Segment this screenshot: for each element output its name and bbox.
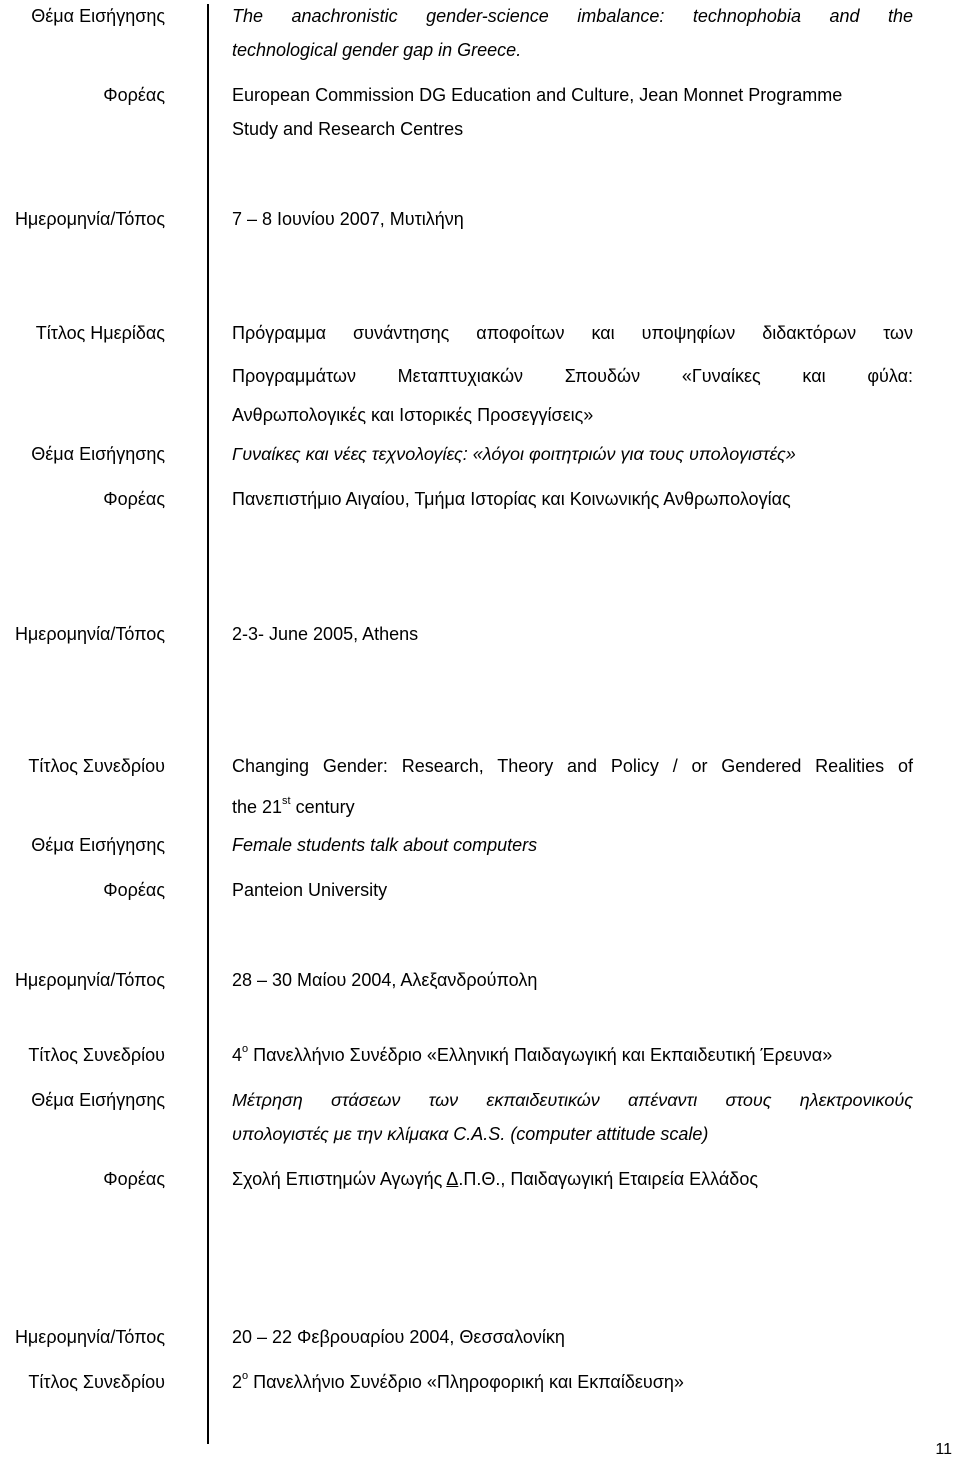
topic-text: υπολογιστές με την κλίμακα C.A.S. (computer attitude scale) xyxy=(232,1124,709,1144)
title-text-part: 4 xyxy=(232,1045,243,1065)
label-organizer: Φορέας xyxy=(103,489,165,509)
ordinal-superscript: o xyxy=(242,1043,249,1055)
label-conference-title: Τίτλος Συνεδρίου xyxy=(28,756,165,776)
title-text-part: the 21 xyxy=(232,797,283,817)
label-organizer: Φορέας xyxy=(103,1169,165,1189)
label-date-place: Ημερομηνία/Τόπος xyxy=(14,1327,165,1347)
organizer-text: Panteion University xyxy=(232,880,388,900)
organizer-text-part: Σχολή Επιστημών Αγωγής xyxy=(232,1169,447,1189)
topic-text: Female students talk about computers xyxy=(232,835,538,855)
organizer-text: European Commission DG Education and Culture, Jean Monnet Programme xyxy=(232,85,843,105)
workshop-title-text: Πρόγραμμα συνάντησης αποφοίτων και υποψηφίων διδακτόρων των xyxy=(232,323,913,343)
workshop-title-text: Ανθρωπολογικές και Ιστορικές Προσεγγίσεις» xyxy=(232,405,594,425)
ordinal-superscript: st xyxy=(282,795,291,807)
label-organizer: Φορέας xyxy=(103,880,165,900)
topic-text: Γυναίκες και νέες τεχνολογίες: «λόγοι φοιτητριών για τους υπολογιστές» xyxy=(232,444,796,464)
conference-title-text xyxy=(232,796,913,818)
conference-title-text xyxy=(232,1044,913,1066)
organizer-text: Study and Research Centres xyxy=(232,119,464,139)
label-topic: Θέμα Εισήγησης xyxy=(31,444,165,464)
page-number: 11 xyxy=(935,1441,952,1458)
date-place-text: 2-3- June 2005, Athens xyxy=(232,624,419,644)
workshop-title-text: Προγραμμάτων Μεταπτυχιακών Σπουδών «Γυναίκες και φύλα: xyxy=(232,366,913,386)
topic-text: The anachronistic gender-science imbalance: technophobia and the xyxy=(232,6,913,26)
title-text-part: century xyxy=(290,797,355,817)
title-text-part: Πανελλήνιο Συνέδριο «Ελληνική Παιδαγωγική και Εκπαιδευτική Έρευνα» xyxy=(248,1045,833,1065)
ordinal-superscript: o xyxy=(242,1370,249,1382)
date-place-text: 20 – 22 Φεβρουαρίου 2004, Θεσσαλονίκη xyxy=(232,1327,565,1347)
topic-text: Μέτρηση στάσεων των εκπαιδευτικών απέναντι στους ηλεκτρονικούς xyxy=(232,1090,913,1110)
column-divider xyxy=(207,4,209,1444)
topic-text: technological gender gap in Greece. xyxy=(232,40,522,60)
label-topic: Θέμα Εισήγησης xyxy=(31,1090,165,1110)
label-topic: Θέμα Εισήγησης xyxy=(31,835,165,855)
organizer-text xyxy=(232,1168,913,1190)
label-conference-title: Τίτλος Συνεδρίου xyxy=(28,1045,165,1065)
title-text-part: 2 xyxy=(232,1372,243,1392)
date-place-text: 28 – 30 Μαίου 2004, Αλεξανδρούπολη xyxy=(232,970,538,990)
label-date-place: Ημερομηνία/Τόπος xyxy=(14,209,165,229)
conference-title-text: Changing Gender: Research, Theory and Policy / or Gendered Realities of xyxy=(232,756,913,776)
label-workshop-title: Τίτλος Ημερίδας xyxy=(35,323,165,343)
conference-title-text xyxy=(232,1371,913,1393)
label-organizer: Φορέας xyxy=(103,85,165,105)
label-date-place: Ημερομηνία/Τόπος xyxy=(14,970,165,990)
title-text-part: Πανελλήνιο Συνέδριο «Πληροφορική και Εκπαίδευση» xyxy=(248,1372,684,1392)
label-conference-title: Τίτλος Συνεδρίου xyxy=(28,1372,165,1392)
label-topic: Θέμα Εισήγησης xyxy=(31,6,165,26)
label-date-place: Ημερομηνία/Τόπος xyxy=(14,624,165,644)
organizer-text: Πανεπιστήμιο Αιγαίου, Τμήμα Ιστορίας και Κοινωνικής Ανθρωπολογίας xyxy=(232,489,791,509)
date-place-text: 7 – 8 Ιουνίου 2007, Μυτιλήνη xyxy=(232,209,464,229)
organizer-text-part: .Π.Θ., Παιδαγωγική Εταιρεία Ελλάδος xyxy=(458,1169,759,1189)
organizer-text-underlined: Δ xyxy=(446,1169,459,1189)
